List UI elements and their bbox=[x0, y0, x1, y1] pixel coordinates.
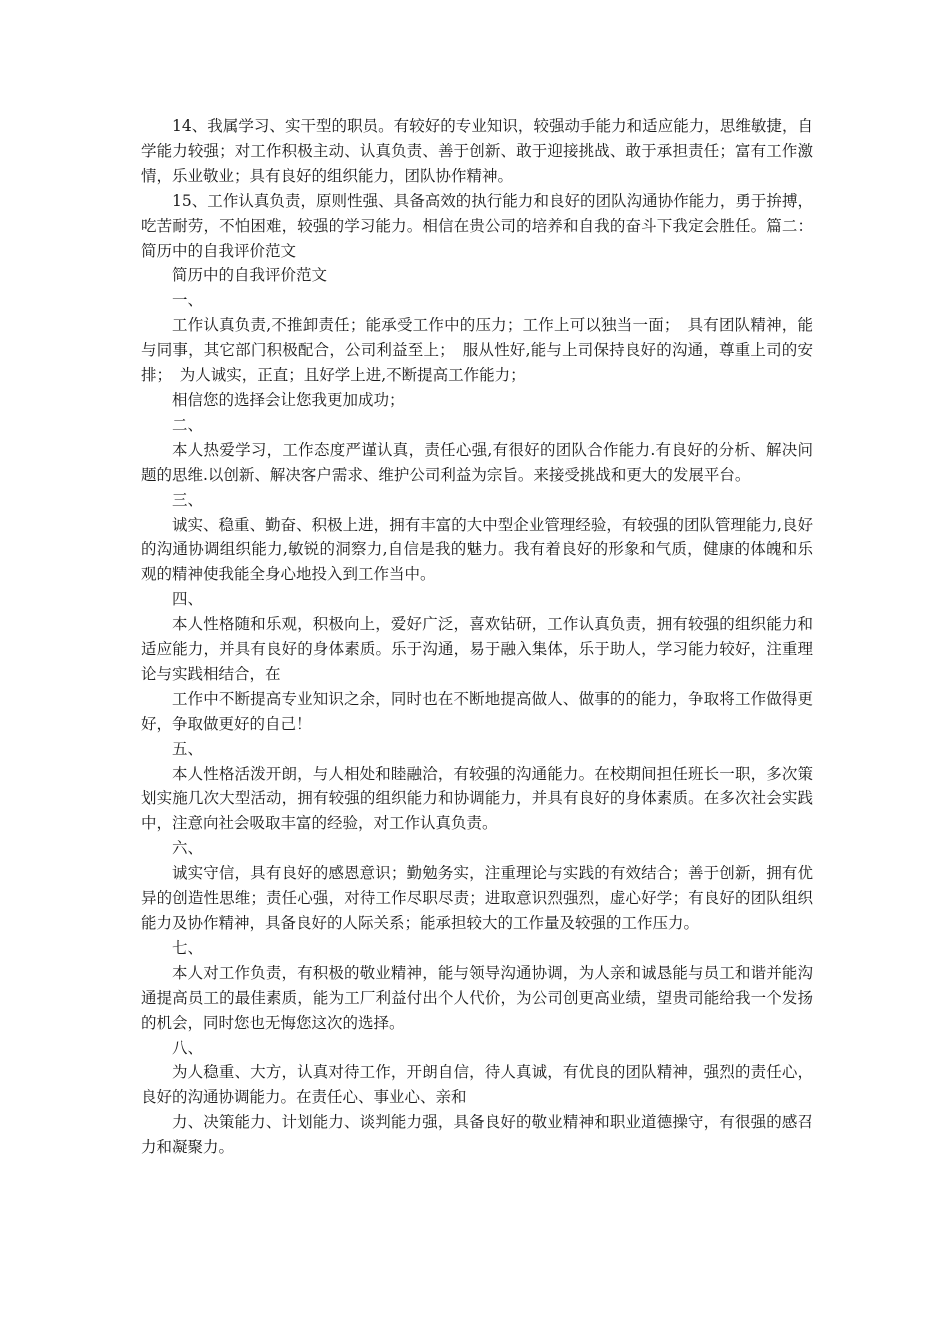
section-number-7: 七、 bbox=[172, 938, 204, 957]
paragraph-3: 诚实、稳重、勤奋、积极上进，拥有丰富的大中型企业管理经验，有较强的团队管理能力,良好的沟通协调组织能力,敏锐的洞察力,自信是我的魅力。我有着良好的形象和气质，健康的体魄和乐观的精神使我能全身心地投入到工作当中。 bbox=[141, 515, 813, 584]
paragraph-8a: 为人稳重、大方，认真对待工作，开朗自信，待人真诚，有优良的团队精神，强烈的责任心，良好的沟通协调能力。在责任心、事业心、亲和 bbox=[141, 1063, 813, 1107]
section-number-3: 三、 bbox=[172, 490, 204, 509]
section-number-1: 一、 bbox=[172, 291, 204, 310]
paragraph-2: 本人热爱学习，工作态度严谨认真，责任心强,有很好的团队合作能力.有良好的分析、解决问题的思维.以创新、解决客户需求、维护公司利益为宗旨。来接受挑战和更大的发展平台。 bbox=[141, 440, 813, 484]
paragraph-6: 诚实守信，具有良好的感恩意识；勤勉务实，注重理论与实践的有效结合；善于创新，拥有优异的创造性思维；责任心强，对待工作尽职尽责；进取意识烈强烈，虚心好学；有良好的团队组织能力及协作精神，具备良好的人际关系；能承担较大的工作量及较强的工作压力。 bbox=[141, 864, 813, 932]
paragraph-5: 本人性格活泼开朗，与人相处和睦融洽，有较强的沟通能力。在校期间担任班长一职，多次策划实施几次大型活动，拥有较强的组织能力和协调能力，并具有良好的身体素质。在多次社会实践中，注意向社会吸取丰富的经验，对工作认真负责。 bbox=[141, 764, 813, 833]
paragraph-1a: 工作认真负责,不推卸责任；能承受工作中的压力；工作上可以独当一面； 具有团队精神，能与同事，其它部门积极配合，公司利益至上； 服从性好,能与上司保持良好的沟通，尊重上司的安排； 为人诚实，正直；且好学上进,不断提高工作能力； bbox=[141, 316, 813, 385]
paragraph-item-14: 14、我属学习、实干型的职员。有较好的专业知识，较强动手能力和适应能力，思维敏捷，自学能力较强；对工作积极主动、认真负责、善于创新、敢于迎接挑战、敢于承担责任；富有工作激情，乐业敬业；具有良好的组织能力，团队协作精神。 bbox=[141, 117, 813, 185]
paragraph-4a: 本人性格随和乐观，积极向上，爱好广泛，喜欢钻研，工作认真负责，拥有较强的组织能力和适应能力，并具有良好的身体素质。乐于沟通，易于融入集体，乐于助人，学习能力较好，注重理论与实践相结合，在 bbox=[141, 615, 813, 683]
section-number-2: 二、 bbox=[172, 415, 204, 434]
document-body bbox=[141, 114, 813, 1160]
section-number-6: 六、 bbox=[172, 839, 204, 858]
section-number-5: 五、 bbox=[172, 739, 204, 758]
paragraph-1b: 相信您的选择会让您我更加成功； bbox=[172, 390, 405, 409]
section-title: 简历中的自我评价范文 bbox=[172, 266, 328, 285]
paragraph-item-15: 15、工作认真负责，原则性强、具备高效的执行能力和良好的团队沟通协作能力，勇于拚搏，吃苦耐劳，不怕困难，较强的学习能力。相信在贵公司的培养和自我的奋斗下我定会胜任。篇二：简历中的自我评价范文 bbox=[141, 191, 813, 260]
paragraph-7: 本人对工作负责，有积极的敬业精神，能与领导沟通协调，为人亲和诚恳能与员工和谐并能沟通提高员工的最佳素质，能为工厂利益付出个人代价，为公司创更高业绩，望贵司能给我一个发扬的机会，同时您也无悔您这次的选择。 bbox=[141, 963, 813, 1032]
paragraph-8b: 力、决策能力、计划能力、谈判能力强，具备良好的敬业精神和职业道德操守，有很强的感召力和凝聚力。 bbox=[141, 1113, 813, 1157]
section-number-4: 四、 bbox=[172, 590, 204, 609]
paragraph-4b: 工作中不断提高专业知识之余，同时也在不断地提高做人、做事的的能力，争取将工作做得更好，争取做更好的自己！ bbox=[141, 689, 813, 733]
section-number-8: 八、 bbox=[172, 1038, 204, 1057]
